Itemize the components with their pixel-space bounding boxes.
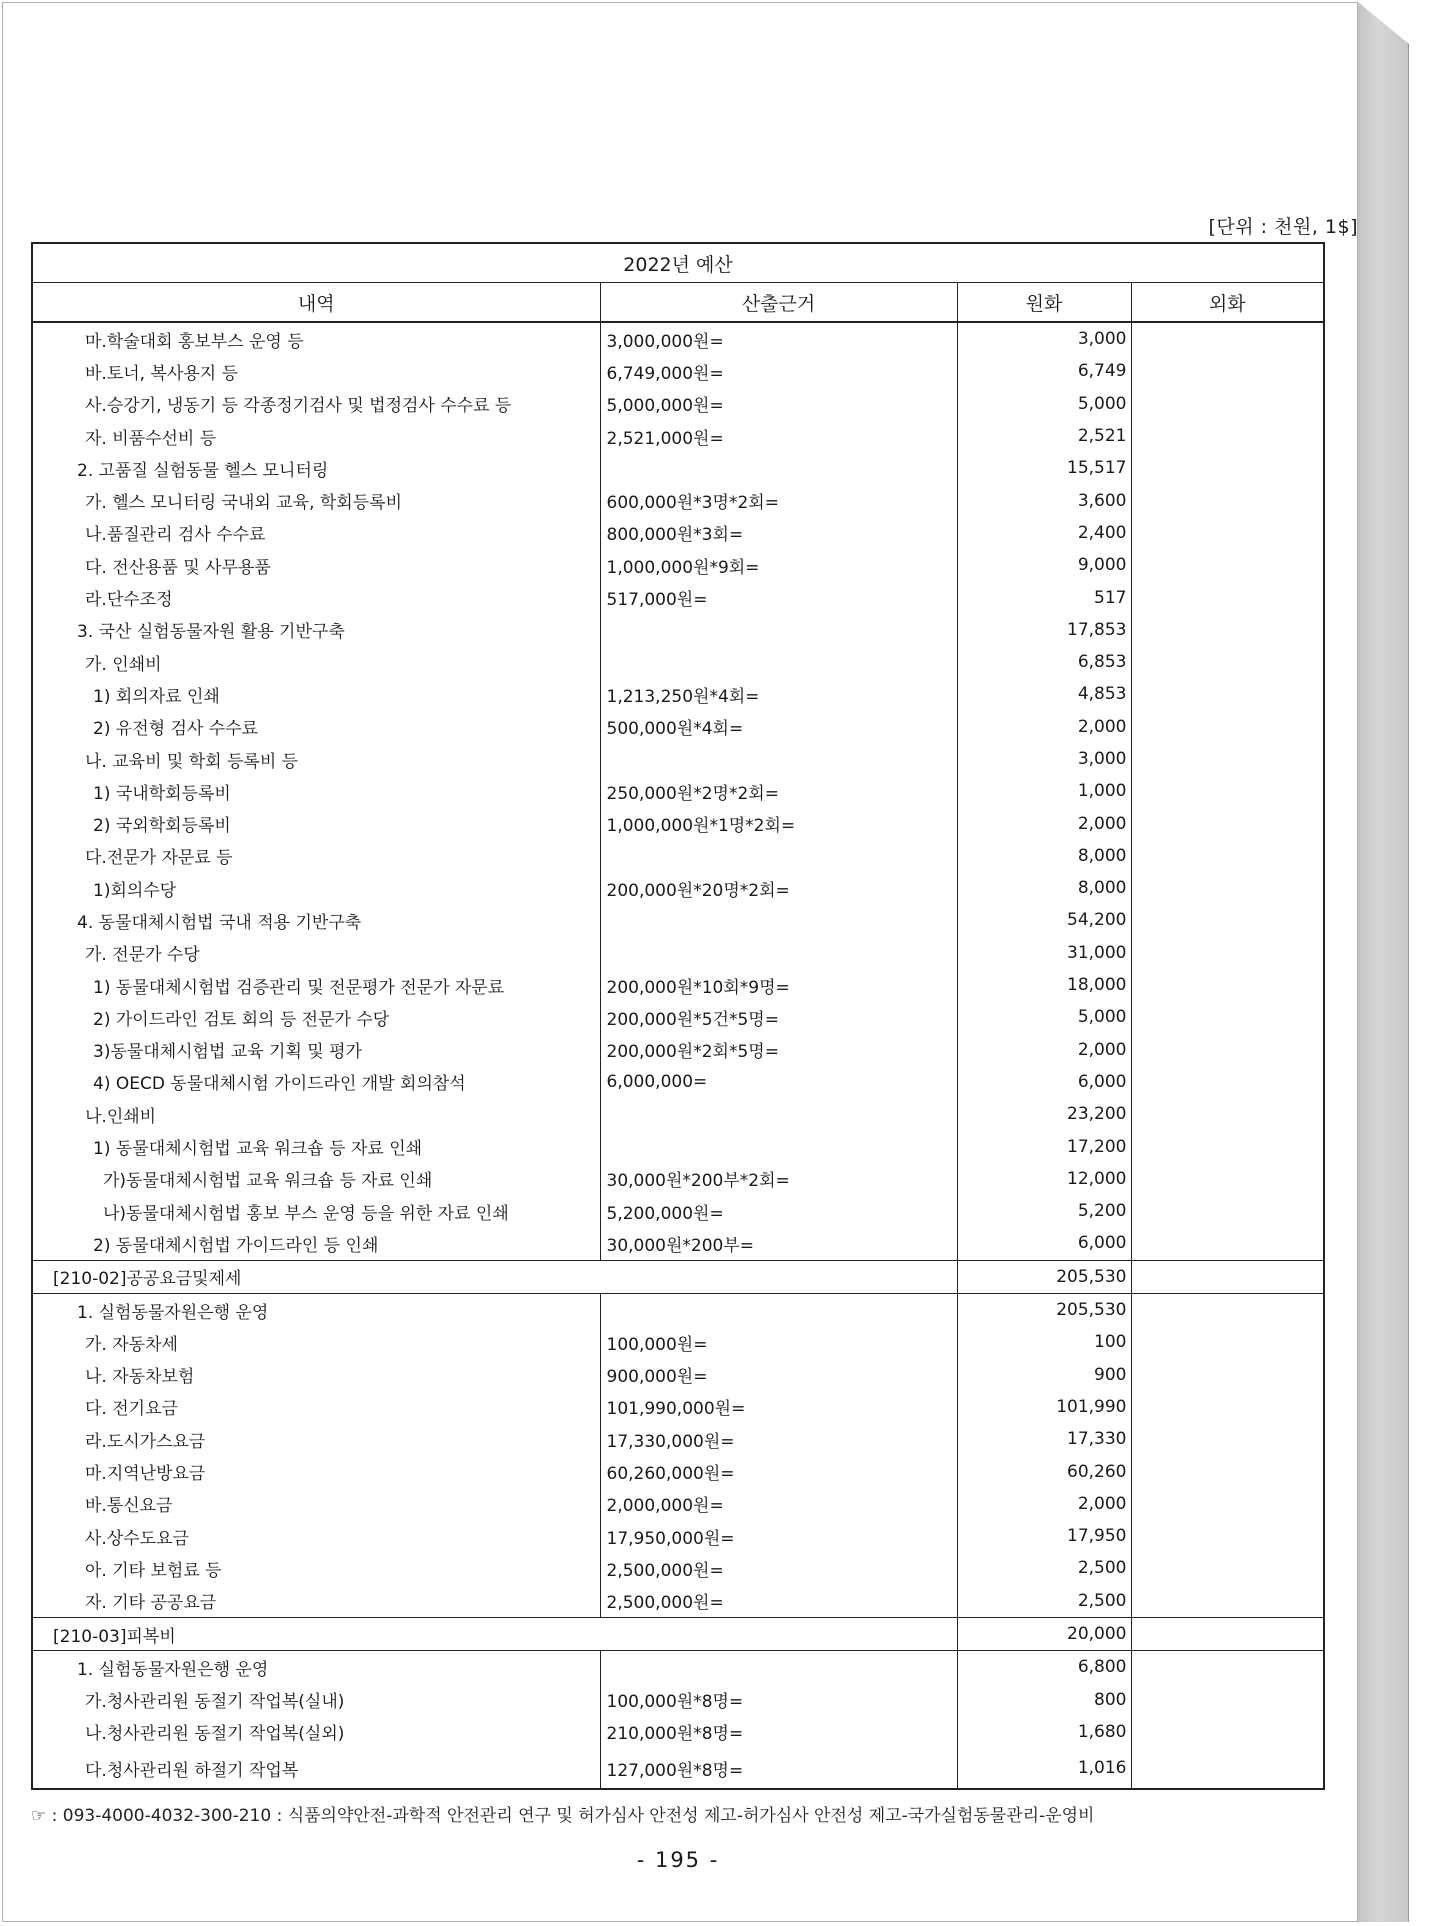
row-description: [210-02]공공요금및제세 <box>33 1260 957 1293</box>
row-won: 100 <box>957 1326 1131 1358</box>
row-basis <box>600 1651 957 1684</box>
header-description: 내역 <box>33 283 600 323</box>
row-won: 6,749 <box>957 355 1131 387</box>
row-description: 4) OECD 동물대체시험 가이드라인 개발 회의참석 <box>33 1066 600 1098</box>
row-won: 900 <box>957 1359 1131 1391</box>
row-description: 다.전문가 자문료 등 <box>33 840 600 872</box>
table-row <box>33 1195 1323 1227</box>
row-basis <box>600 1293 957 1326</box>
row-description: 2) 유전형 검사 수수료 <box>33 711 600 743</box>
row-won: 2,000 <box>957 1488 1131 1520</box>
row-foreign <box>1131 1066 1323 1098</box>
row-won: 800 <box>957 1683 1131 1715</box>
row-basis: 500,000원*4회= <box>600 711 957 743</box>
table-row <box>33 1066 1323 1098</box>
table-row <box>33 1520 1323 1552</box>
row-won: 2,000 <box>957 711 1131 743</box>
row-foreign <box>1131 322 1323 355</box>
table-row <box>33 807 1323 839</box>
row-description: 나. 자동차보험 <box>33 1359 600 1391</box>
row-foreign <box>1131 1195 1323 1227</box>
row-basis: 517,000원= <box>600 581 957 613</box>
row-basis <box>600 452 957 484</box>
row-basis: 800,000원*3회= <box>600 517 957 549</box>
row-won: 17,200 <box>957 1130 1131 1162</box>
row-won: 17,853 <box>957 614 1131 646</box>
row-basis: 3,000,000원= <box>600 322 957 355</box>
row-foreign <box>1131 678 1323 710</box>
table-row <box>33 1716 1323 1748</box>
table-row <box>33 1260 1323 1293</box>
table-row <box>33 1001 1323 1033</box>
table-row <box>33 646 1323 678</box>
table-row <box>33 549 1323 581</box>
table-row <box>33 388 1323 420</box>
row-description: 다.청사관리원 하절기 작업복 <box>33 1748 600 1788</box>
row-foreign <box>1131 775 1323 807</box>
row-won: 17,330 <box>957 1423 1131 1455</box>
table-row <box>33 1227 1323 1260</box>
table-row <box>33 743 1323 775</box>
row-basis: 200,000원*20명*2회= <box>600 872 957 904</box>
row-won: 5,000 <box>957 388 1131 420</box>
row-basis: 2,521,000원= <box>600 420 957 452</box>
table-body <box>33 322 1323 1788</box>
row-description: 2) 동물대체시험법 가이드라인 등 인쇄 <box>33 1227 600 1260</box>
row-foreign <box>1131 1034 1323 1066</box>
unit-label: [단위 : 천원, 1$] <box>1208 216 1358 238</box>
row-foreign <box>1131 1293 1323 1326</box>
row-basis: 127,000원*8명= <box>600 1748 957 1788</box>
row-description: 다. 전산용품 및 사무용품 <box>33 549 600 581</box>
row-description: 가. 전문가 수당 <box>33 937 600 969</box>
row-description: 3)동물대체시험법 교육 기획 및 평가 <box>33 1034 600 1066</box>
row-won: 1,680 <box>957 1716 1131 1748</box>
row-basis: 17,950,000원= <box>600 1520 957 1552</box>
row-foreign <box>1131 1130 1323 1162</box>
table-row <box>33 1098 1323 1130</box>
row-foreign <box>1131 904 1323 936</box>
row-basis: 600,000원*3명*2회= <box>600 484 957 516</box>
header-foreign: 외화 <box>1131 283 1323 323</box>
row-basis: 30,000원*200부= <box>600 1227 957 1260</box>
table-row <box>33 1488 1323 1520</box>
row-won: 12,000 <box>957 1163 1131 1195</box>
row-basis: 2,500,000원= <box>600 1552 957 1584</box>
row-description: 라.도시가스요금 <box>33 1423 600 1455</box>
row-foreign <box>1131 1391 1323 1423</box>
row-basis: 5,200,000원= <box>600 1195 957 1227</box>
row-won: 23,200 <box>957 1098 1131 1130</box>
row-basis: 900,000원= <box>600 1359 957 1391</box>
row-description: 다. 전기요금 <box>33 1391 600 1423</box>
row-foreign <box>1131 581 1323 613</box>
row-foreign <box>1131 840 1323 872</box>
row-foreign <box>1131 1227 1323 1260</box>
row-won: 6,853 <box>957 646 1131 678</box>
row-won: 8,000 <box>957 872 1131 904</box>
row-basis: 200,000원*2회*5명= <box>600 1034 957 1066</box>
row-basis: 6,749,000원= <box>600 355 957 387</box>
row-won: 9,000 <box>957 549 1131 581</box>
row-description: 자. 비품수선비 등 <box>33 420 600 452</box>
table-row <box>33 322 1323 355</box>
table-row <box>33 840 1323 872</box>
row-foreign <box>1131 1617 1323 1650</box>
table-row <box>33 711 1323 743</box>
row-description: 1) 국내학회등록비 <box>33 775 600 807</box>
table-row <box>33 517 1323 549</box>
row-basis <box>600 1098 957 1130</box>
row-foreign <box>1131 1423 1323 1455</box>
row-foreign <box>1131 1520 1323 1552</box>
table-row <box>33 452 1323 484</box>
row-foreign <box>1131 1748 1323 1788</box>
row-foreign <box>1131 646 1323 678</box>
row-basis <box>600 646 957 678</box>
table-row <box>33 1326 1323 1358</box>
row-description: 나.인쇄비 <box>33 1098 600 1130</box>
row-description: [210-03]피복비 <box>33 1617 957 1650</box>
row-description: 사.승강기, 냉동기 등 각종정기검사 및 법정검사 수수료 등 <box>33 388 600 420</box>
row-foreign <box>1131 711 1323 743</box>
row-foreign <box>1131 1455 1323 1487</box>
row-description: 1. 실험동물자원은행 운영 <box>33 1651 600 1684</box>
row-foreign <box>1131 1488 1323 1520</box>
row-basis: 17,330,000원= <box>600 1423 957 1455</box>
row-won: 5,000 <box>957 1001 1131 1033</box>
table-row <box>33 1552 1323 1584</box>
row-description: 아. 기타 보험료 등 <box>33 1552 600 1584</box>
row-won: 17,950 <box>957 1520 1131 1552</box>
table-row <box>33 1617 1323 1650</box>
row-won: 2,521 <box>957 420 1131 452</box>
row-basis: 5,000,000원= <box>600 388 957 420</box>
row-won: 3,000 <box>957 322 1131 355</box>
table-row <box>33 775 1323 807</box>
table-row <box>33 1359 1323 1391</box>
table-row <box>33 484 1323 516</box>
row-basis: 1,000,000원*9회= <box>600 549 957 581</box>
row-description: 1) 회의자료 인쇄 <box>33 678 600 710</box>
row-description: 가. 인쇄비 <box>33 646 600 678</box>
table-row <box>33 1455 1323 1487</box>
row-won: 205,530 <box>957 1260 1131 1293</box>
row-basis: 2,000,000원= <box>600 1488 957 1520</box>
table-title: 2022년 예산 <box>33 244 1323 283</box>
row-description: 가)동물대체시험법 교육 워크숍 등 자료 인쇄 <box>33 1163 600 1195</box>
row-description: 나.청사관리원 동절기 작업복(실외) <box>33 1716 600 1748</box>
row-foreign <box>1131 1326 1323 1358</box>
row-description: 나. 교육비 및 학회 등록비 등 <box>33 743 600 775</box>
table-row <box>33 614 1323 646</box>
row-description: 2. 고품질 실험동물 헬스 모니터링 <box>33 452 600 484</box>
row-basis <box>600 840 957 872</box>
row-foreign <box>1131 1585 1323 1618</box>
row-foreign <box>1131 1163 1323 1195</box>
row-won: 4,853 <box>957 678 1131 710</box>
row-description: 사.상수도요금 <box>33 1520 600 1552</box>
row-foreign <box>1131 484 1323 516</box>
row-foreign <box>1131 549 1323 581</box>
row-foreign <box>1131 1716 1323 1748</box>
table-row <box>33 969 1323 1001</box>
table-row <box>33 1293 1323 1326</box>
footnote: ☞ : 093-4000-4032-300-210 : 식품의약안전-과학적 안전관리 연구 및 허가심사 안전성 제고-허가심사 안전성 제고-국가실험동물관리-운영비 <box>31 1806 1095 1826</box>
row-foreign <box>1131 743 1323 775</box>
table-row <box>33 904 1323 936</box>
table-row <box>33 1585 1323 1618</box>
row-foreign <box>1131 1098 1323 1130</box>
row-description: 1. 실험동물자원은행 운영 <box>33 1293 600 1326</box>
table-row <box>33 1748 1323 1788</box>
row-description: 1) 동물대체시험법 교육 워크숍 등 자료 인쇄 <box>33 1130 600 1162</box>
row-foreign <box>1131 420 1323 452</box>
row-won: 54,200 <box>957 904 1131 936</box>
table-row <box>33 1683 1323 1715</box>
row-won: 1,016 <box>957 1748 1131 1788</box>
page-edge-shadow <box>1358 2 1409 1922</box>
budget-table <box>31 242 1325 1790</box>
row-description: 1) 동물대체시험법 검증관리 및 전문평가 전문가 자문료 <box>33 969 600 1001</box>
row-basis <box>600 614 957 646</box>
row-won: 2,000 <box>957 807 1131 839</box>
table-row <box>33 1034 1323 1066</box>
row-description: 2) 가이드라인 검토 회의 등 전문가 수당 <box>33 1001 600 1033</box>
row-basis: 200,000원*5건*5명= <box>600 1001 957 1033</box>
row-won: 31,000 <box>957 937 1131 969</box>
table-row <box>33 355 1323 387</box>
row-description: 3. 국산 실험동물자원 활용 기반구축 <box>33 614 600 646</box>
row-won: 15,517 <box>957 452 1131 484</box>
row-basis <box>600 904 957 936</box>
row-foreign <box>1131 1001 1323 1033</box>
table-row <box>33 937 1323 969</box>
row-foreign <box>1131 872 1323 904</box>
row-foreign <box>1131 452 1323 484</box>
row-description: 라.단수조정 <box>33 581 600 613</box>
row-basis: 250,000원*2명*2회= <box>600 775 957 807</box>
table-row <box>33 1163 1323 1195</box>
row-foreign <box>1131 1683 1323 1715</box>
row-description: 가. 헬스 모니터링 국내외 교육, 학회등록비 <box>33 484 600 516</box>
row-basis: 210,000원*8명= <box>600 1716 957 1748</box>
row-foreign <box>1131 1552 1323 1584</box>
row-basis: 1,213,250원*4회= <box>600 678 957 710</box>
row-won: 60,260 <box>957 1455 1131 1487</box>
row-description: 나.품질관리 검사 수수료 <box>33 517 600 549</box>
row-description: 바.통신요금 <box>33 1488 600 1520</box>
row-basis: 100,000원= <box>600 1326 957 1358</box>
row-basis: 2,500,000원= <box>600 1585 957 1618</box>
row-foreign <box>1131 517 1323 549</box>
table-row <box>33 1651 1323 1684</box>
row-foreign <box>1131 969 1323 1001</box>
table-row <box>33 1423 1323 1455</box>
row-won: 20,000 <box>957 1617 1131 1650</box>
row-won: 2,500 <box>957 1552 1131 1584</box>
row-won: 1,000 <box>957 775 1131 807</box>
row-won: 517 <box>957 581 1131 613</box>
row-description: 2) 국외학회등록비 <box>33 807 600 839</box>
row-basis: 6,000,000= <box>600 1066 957 1098</box>
row-description: 마.학술대회 홍보부스 운영 등 <box>33 322 600 355</box>
table-row <box>33 872 1323 904</box>
table-row <box>33 678 1323 710</box>
row-description: 나)동물대체시험법 홍보 부스 운영 등을 위한 자료 인쇄 <box>33 1195 600 1227</box>
row-won: 3,000 <box>957 743 1131 775</box>
table-row <box>33 581 1323 613</box>
row-won: 2,000 <box>957 1034 1131 1066</box>
row-foreign <box>1131 388 1323 420</box>
header-basis: 산출근거 <box>600 283 957 323</box>
table-row <box>33 420 1323 452</box>
row-won: 205,530 <box>957 1293 1131 1326</box>
row-basis: 101,990,000원= <box>600 1391 957 1423</box>
row-description: 마.지역난방요금 <box>33 1455 600 1487</box>
row-won: 101,990 <box>957 1391 1131 1423</box>
row-foreign <box>1131 1651 1323 1684</box>
header-won: 원화 <box>957 283 1131 323</box>
row-description: 가.청사관리원 동절기 작업복(실내) <box>33 1683 600 1715</box>
row-basis <box>600 743 957 775</box>
row-description: 1)회의수당 <box>33 872 600 904</box>
row-basis: 30,000원*200부*2회= <box>600 1163 957 1195</box>
row-foreign <box>1131 1359 1323 1391</box>
row-foreign <box>1131 807 1323 839</box>
row-won: 2,400 <box>957 517 1131 549</box>
row-won: 2,500 <box>957 1585 1131 1618</box>
row-won: 3,600 <box>957 484 1131 516</box>
row-basis <box>600 1130 957 1162</box>
row-basis: 200,000원*10회*9명= <box>600 969 957 1001</box>
row-description: 바.토너, 복사용지 등 <box>33 355 600 387</box>
row-basis <box>600 937 957 969</box>
row-won: 8,000 <box>957 840 1131 872</box>
row-basis: 60,260,000원= <box>600 1455 957 1487</box>
table-row <box>33 1391 1323 1423</box>
page-number: - 195 - <box>636 1848 720 1872</box>
row-basis: 100,000원*8명= <box>600 1683 957 1715</box>
row-basis: 1,000,000원*1명*2회= <box>600 807 957 839</box>
table-row <box>33 1130 1323 1162</box>
row-description: 자. 기타 공공요금 <box>33 1585 600 1618</box>
row-won: 5,200 <box>957 1195 1131 1227</box>
row-description: 4. 동물대체시험법 국내 적용 기반구축 <box>33 904 600 936</box>
row-foreign <box>1131 937 1323 969</box>
row-won: 6,000 <box>957 1066 1131 1098</box>
row-won: 6,800 <box>957 1651 1131 1684</box>
row-foreign <box>1131 355 1323 387</box>
row-won: 18,000 <box>957 969 1131 1001</box>
row-foreign <box>1131 1260 1323 1293</box>
row-won: 6,000 <box>957 1227 1131 1260</box>
row-description: 가. 자동차세 <box>33 1326 600 1358</box>
row-foreign <box>1131 614 1323 646</box>
